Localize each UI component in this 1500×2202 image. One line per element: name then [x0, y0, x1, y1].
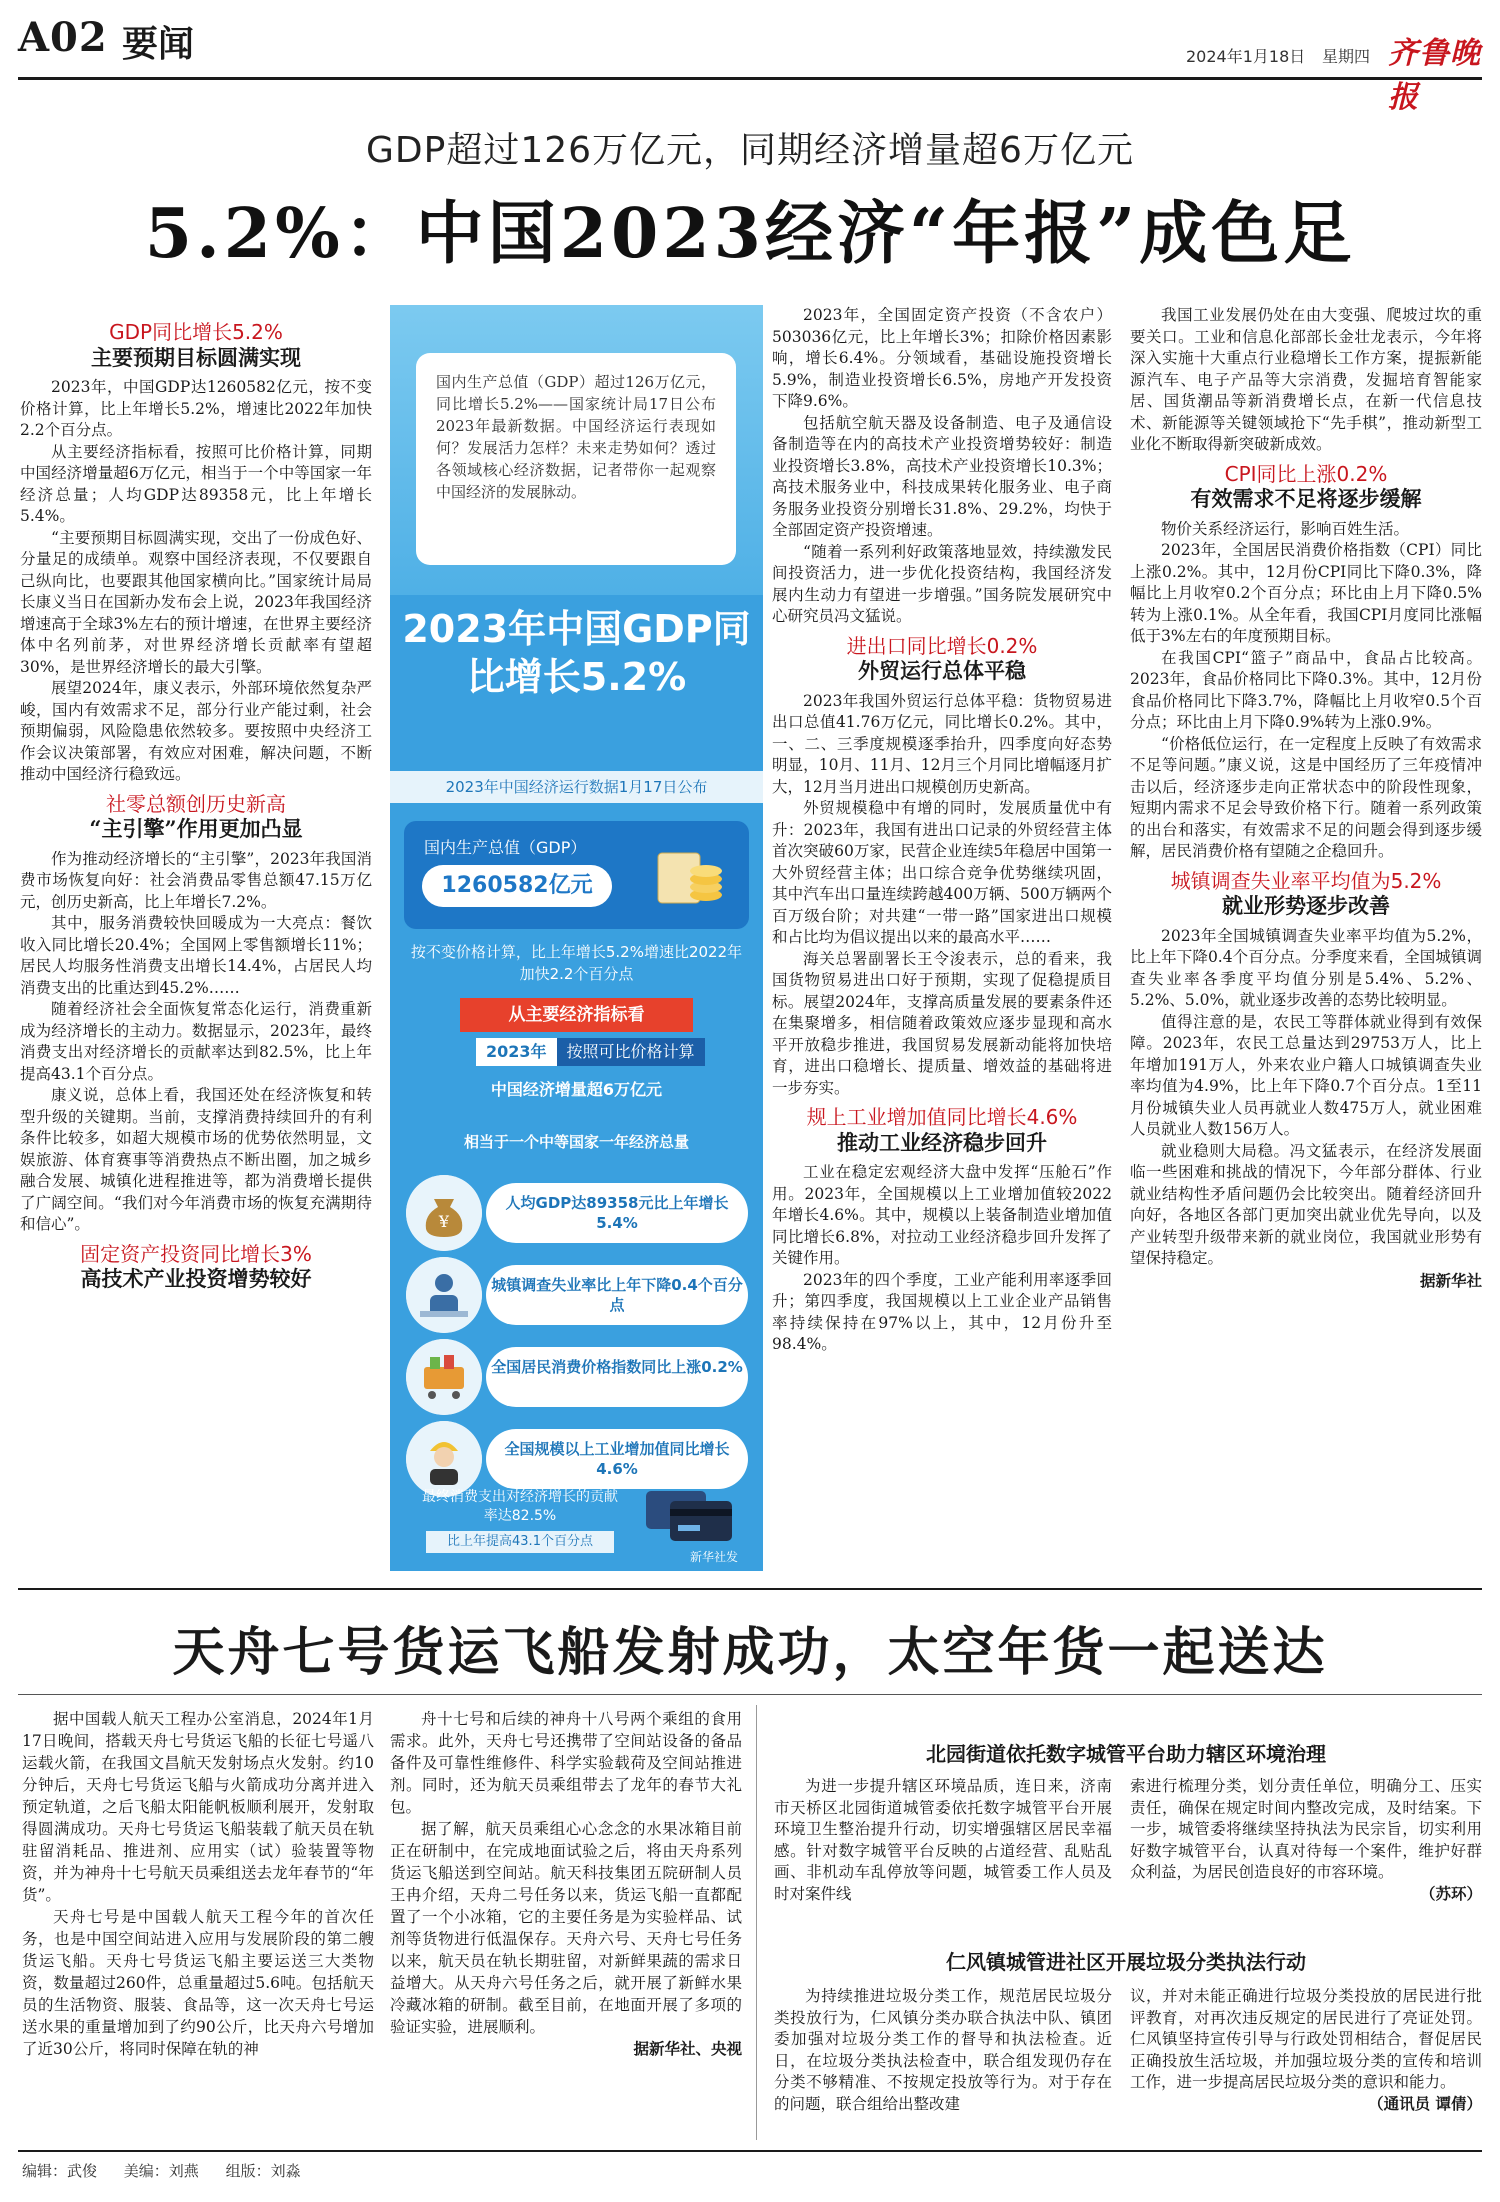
section-heading: 推动工业经济稳步回升 — [837, 1129, 1047, 1155]
paragraph: 天舟七号是中国载人航天工程今年的首次任务，也是中国空间站进入应用与发展阶段的第二艘货运飞船。天舟七号货运飞船主要运送三大类物资，数量超过260件，总重量超过5.6吨。包括航天员的生活物资、服装、食品等，这一次天舟七号运送水果的重量增加到了约90公斤，比天舟六号增加了近30公斤，将同时保障在轨的神 — [22, 1908, 374, 2058]
story-kicker: GDP超过126万亿元，同期经济增量超6万亿元 — [366, 130, 1134, 171]
article-column-4 — [1130, 305, 1482, 1291]
brief-column — [1130, 1776, 1482, 1905]
section-name: 要闻 — [122, 23, 195, 65]
section-kicker: CPI同比上涨0.2% — [1224, 461, 1388, 486]
divider — [18, 2150, 1482, 2152]
paragraph: 议，并对未能正确进行垃圾分类投放的居民进行批评教育，对再次违反规定的居民进行了亮证处罚。仁风镇坚持宣传引导与行政处罚相结合，督促居民正确投放生活垃圾，并加强垃圾分类的宣传和培训工作，进一步提高居民垃圾分类的意识和能力。 — [1130, 1987, 1482, 2091]
brief-title: 仁风镇城管进社区开展垃圾分类执法行动 — [946, 1950, 1306, 1974]
paragraph: 为持续推进垃圾分类工作，规范居民垃圾分类投放行为，仁风镇分类办联合执法中队、镇团委加强对垃圾分类工作的督导和执法检查。近日，在垃圾分类执法检查中，联合组发现仍存在分类不够精准、不按规定投放等行为。对于存在的问题，联合组给出整改建 — [774, 1987, 1112, 2113]
byline: 据新华社、央视 — [633, 2039, 742, 2058]
paragraph: 就业稳则大局稳。冯文猛表示，在经济发展面临一些困难和挑战的情况下，今年部分群体、行业就业结构性矛盾问题仍会比较突出。随着经济回升向好，各地区各部门更加突出就业优先导向，以及产业转型升级带来新的就业岗位，我国就业形势有望保持稳定。 — [1130, 1141, 1482, 1267]
divider — [18, 1694, 1482, 1695]
paragraph: 值得注意的是，农民工等群体就业得到有效保障。2023年，农民工总量达到29753万人，比上年增加191万人，外来农业户籍人口城镇调查失业率均值为4.9%，比上年下降0.7个百分点。1至11月份城镇失业人员再就业人数475万人，就业困难人员就业人数156万人。 — [1130, 1012, 1482, 1138]
divider — [756, 1705, 757, 2140]
spend-change: 比上年提高43.1个百分点 — [426, 1531, 614, 1553]
release-note: 2023年中国经济运行数据1月17日公布 — [390, 771, 763, 803]
paragraph: 随着经济社会全面恢复常态化运行，消费重新成为经济增长的主动力。数据显示，2023年，最终消费支出对经济增长的贡献率达到82.5%，比上年提高43.1个百分点。 — [20, 1000, 372, 1083]
paragraph: 为进一步提升辖区环境品质，连日来，济南市天桥区北园街道城管委依托数字城管平台开展环境卫生整治提升行动，切实增强辖区居民幸福感。针对数字城管平台反映的占道经营、乱贴乱画、非机动车乱停放等问题，城管委工作人员及时对案件线 — [774, 1777, 1112, 1903]
paragraph: 其中，服务消费较快回暖成为一大亮点：餐饮收入同比增长20.4%；全国网上零售额增长11%；居民人均服务性消费支出增长14.4%，占居民人均消费支出的比重达到45.2%…… — [20, 914, 372, 997]
infographic-title: 2023年中国GDP同比增长5.2% — [402, 607, 751, 699]
stat-pill: 城镇调查失业率比上年下降0.4个百分点 — [486, 1265, 748, 1325]
indicator-ribbon: 从主要经济指标看 — [460, 998, 693, 1032]
brief-column — [774, 1986, 1112, 2115]
paragraph: “价格低位运行，在一定程度上反映了有效需求不足等问题。”康义说，这是中国经历了三年疫情冲击以后，经济逐步走向正常状态中的阶段性现象，短期内需求不足会导致价格下行。随着一系列政策的出台和落实，有效需求不足的问题会得到逐步缓解，居民消费价格有望随之企稳回升。 — [1130, 734, 1482, 860]
equivalent-line: 相当于一个中等国家一年经济总量 — [463, 1133, 689, 1151]
stat-pill: 全国规模以上工业增加值同比增长4.6% — [486, 1429, 748, 1489]
editor-credit: 编辑：武俊 — [22, 2162, 98, 2180]
section-kicker: GDP同比增长5.2% — [109, 320, 283, 344]
paragraph: 索进行梳理分类，划分责任单位，明确分工、压实责任，确保在规定时间内整改完成，及时结案。下一步，城管委将继续坚持执法为民宗旨，切实利用好数字城管平台，认真对待每一个案件，维护好群众利益，为居民创造良好的市容环境。 — [1130, 1777, 1482, 1881]
brief-title: 北园街道依托数字城管平台助力辖区环境治理 — [926, 1742, 1326, 1766]
paragraph: 2023年，中国GDP达1260582亿元，按不变价格计算，比上年增长5.2%，增速比2022年加快2.2个百分点。 — [20, 378, 372, 439]
cards-icon — [640, 1485, 740, 1545]
paragraph: 2023年，全国固定资产投资（不含农户）503036亿元，比上年增长3%；扣除价格因素影响，增长6.4%。分领域看，基础设施投资增长5.9%，制造业投资增长6.5%，房地产开发投资下降9.6%。 — [772, 306, 1112, 410]
paragraph: “随着一系列利好政策落地显效，持续激发民间投资活力，进一步优化投资结构，我国经济发展内生动力有望进一步增强。”国务院发展研究中心研究员冯文猛说。 — [772, 542, 1112, 625]
paragraph: 包括航空航天器及设备制造、电子及通信设备制造等在内的高技术产业投资增势较好：制造业投资增长3.8%，高技术产业投资增长10.3%；高技术服务业中，科技成果转化服务业、电子商务服务业投资分别增长31.8%、29.2%，均快于全部固定资产投资增速。 — [772, 413, 1112, 539]
story-headline: 天舟七号货运飞船发射成功，太空年货一起送达 — [172, 1622, 1328, 1683]
cart-icon — [406, 1339, 482, 1415]
paragraph: 我国工业发展仍处在由大变强、爬坡过坎的重要关口。工业和信息化部部长金壮龙表示，今年将深入实施十大重点行业稳增长工作方案，提振新能源汽车、电子产品等大宗消费，发掘培育智能家居、国货潮品等新消费增长点，在新一代信息技术、新能源等关键领域抢下“先手棋”，推动新型工业化不断取得新突破新成效。 — [1130, 306, 1482, 453]
year-row — [476, 1038, 705, 1068]
byline: （苏环） — [1419, 1884, 1482, 1903]
section-heading: 外贸运行总体平稳 — [858, 658, 1026, 683]
section-kicker: 固定资产投资同比增长3% — [80, 1241, 312, 1266]
year-tag: 2023年 — [476, 1038, 557, 1066]
article-column-1 — [20, 322, 372, 1299]
factory-worker-icon — [406, 1421, 482, 1497]
section-kicker: 城镇调查失业率平均值为5.2% — [1170, 868, 1442, 893]
issue-weekday: 星期四 — [1322, 47, 1371, 66]
divider — [18, 1588, 1482, 1590]
page-number: A02 — [18, 14, 108, 61]
paragraph: 外贸规模稳中有增的同时，发展质量优中有升：2023年，我国有进出口记录的外贸经营主体首次突破60万家，民营企业连续5年稳居中国第一大外贸经营主体；出口综合竞争优势继续巩固，其中汽车出口量连续跨越400万辆、500万辆两个百万级台阶；对共建“一带一路”国家进出口规模和占比均为倡议提出以来的最高水平…… — [772, 799, 1112, 946]
newspaper-logo: 齐鲁晚报 — [1388, 36, 1481, 115]
gdp-panel — [404, 821, 749, 929]
section-kicker: 进出口同比增长0.2% — [846, 633, 1038, 658]
paragraph: 2023年，全国居民消费价格指数（CPI）同比上涨0.2%。其中，12月份CPI同比下降0.3%，降幅比上月收窄0.2个百分点；环比由上月下降0.5%转为上涨0.1%。从全年看，我国CPI月度同比涨幅低于3%左右的年度预期目标。 — [1130, 541, 1482, 645]
paragraph: 工业在稳定宏观经济大盘中发挥“压舱石”作用。2023年，全国规模以上工业增加值较2022年增长4.6%。其中，规模以上装备制造业增加值同比增长6.8%，对拉动工业经济稳步回升发挥了关键作用。 — [772, 1163, 1112, 1267]
paragraph: 从主要经济指标看，按照可比价格计算，同期中国经济增量超6万亿元，相当于一个中等国家一年经济总量；人均GDP达89358元，比上年增长5.4%。 — [20, 442, 372, 525]
section-heading: 主要预期目标圆满实现 — [91, 344, 301, 370]
paragraph: 2023年我国外贸运行总体平稳：货物贸易进出口总值41.76万亿元，同比增长0.2%。其中，一、二、三季度规模逐季抬升，四季度向好态势明显，10月、11月、12月三个月同比增幅逐月扩大，12月当月进出口规模创历史新高。 — [772, 691, 1112, 796]
svg-text:¥: ¥ — [438, 1212, 450, 1231]
stat-pill: 人均GDP达89358元比上年增长5.4% — [486, 1183, 748, 1243]
infographic-intro: 国内生产总值（GDP）超过126万亿元，同比增长5.2%——国家统计局17日公布2023年最新数据。中国经济运行表现如何？发展活力怎样？未来走势如何？透过各领域核心经济数据，记者带你一起观察中国经济的发展脉动。 — [416, 353, 736, 565]
brief-column — [774, 1776, 1112, 1905]
paragraph: 在我国CPI“篮子”商品中，食品占比较高。2023年，食品价格同比下降0.3%。其中，12月份食品价格同比下降3.7%，降幅比上月收窄0.5个百分点；环比由上月下降0.9%转为上涨0.9%。 — [1130, 648, 1482, 731]
money-bag-icon — [406, 1175, 482, 1251]
increment-line: 中国经济增量超6万亿元 — [490, 1080, 663, 1099]
paragraph: 2023年的四个季度，工业产能利用率逐季回升；第四季度，我国规模以上工业企业产品销售率持续保持在97%以上，其中，12月份升至98.4%。 — [772, 1270, 1112, 1353]
brief-column — [1130, 1986, 1482, 2115]
price-tag: 按照可比价格计算 — [557, 1038, 705, 1066]
stat-pill: 全国居民消费价格指数同比上涨0.2% — [486, 1347, 748, 1407]
paragraph: 作为推动经济增长的“主引擎”，2023年我国消费市场恢复向好：社会消费品零售总额47.15万亿元，创历史新高，比上年增长7.2%。 — [20, 849, 372, 911]
layout-credit: 组版：刘淼 — [225, 2162, 301, 2180]
section-heading: “主引擎”作用更加凸显 — [89, 816, 303, 841]
byline: 据新华社 — [1419, 1270, 1482, 1290]
gdp-note: 按不变价格计算，比上年增长5.2%增速比2022年加快2.2个百分点 — [410, 943, 743, 983]
page-footer — [22, 2160, 323, 2181]
paragraph: 2023年全国城镇调查失业率平均值为5.2%，比上年下降0.4个百分点。分季度来看，全国城镇调查失业率各季度平均值分别是5.4%、5.2%、5.2%、5.0%，就业逐步改善的态势比较明显。 — [1130, 926, 1482, 1009]
spend-note: 最终消费支出对经济增长的贡献率达82.5% — [422, 1489, 618, 1524]
paragraph: 舟十七号和后续的神舟十八号两个乘组的食用需求。此外，天舟七号还携带了空间站设备的备品备件及可靠性维修件、科学实验载荷及空间站推进剂。同时，还为航天员乘组带去了龙年的春节大礼包。 — [390, 1710, 742, 1816]
worker-icon — [406, 1257, 482, 1333]
section-heading: 高技术产业投资增势较好 — [80, 1266, 312, 1291]
section-heading: 就业形势逐步改善 — [1222, 893, 1390, 918]
paragraph: 物价关系经济运行，影响百姓生活。 — [1161, 519, 1410, 538]
paragraph: 据了解，航天员乘组心心念念的水果冰箱目前正在研制中，在完成地面试验之后，将由天舟系列货运飞船送到空间站。航天科技集团五院研制人员王冉介绍，天舟二号任务以来，货运飞船一直都配置了一个小冰箱，它的主要任务是为实验样品、试剂等货物进行低温保存。天舟六号、天舟七号任务以来，航天员在轨长期驻留，对新鲜果蔬的需求日益增大。从天舟六号任务之后，就开展了新鲜水果冷藏冰箱的研制。截至目前，在地面开展了多项的验证实验，进展顺利。 — [390, 1820, 742, 2036]
gdp-value: 1260582亿元 — [422, 865, 612, 907]
paragraph: 据中国载人航天工程办公室消息，2024年1月17日晚间，搭载天舟七号货运飞船的长征七号遥八运载火箭，在我国文昌航天发射场点火发射。约10分钟后，天舟七号货运飞船与火箭成功分离并进入预定轨道，之后飞船太阳能帆板顺利展开，发射取得圆满成功。天舟七号货运飞船装载了航天员在轨驻留消耗品、推进剂、应用实（试）验装置等物资，并为神舟十七号航天员乘组送去龙年春节的“年货”。 — [22, 1710, 374, 1904]
byline: （通讯员 谭倩） — [1368, 2094, 1482, 2113]
paragraph: “主要预期目标圆满实现，交出了一份成色好、分量足的成绩单。观察中国经济表现，不仅要跟自己纵向比，也要跟其他国家横向比。”国家统计局局长康义当日在国新办发布会上说，2023年我国经济增速高于全球3%左右的预计增速，在世界主要经济体中名列前茅，对世界经济增长贡献率有望超30%，是世界经济增长的最大引擎。 — [20, 528, 372, 676]
art-credit: 美编：刘燕 — [123, 2162, 199, 2180]
gdp-infographic — [390, 305, 763, 1571]
gdp-label: 国内生产总值（GDP） — [424, 838, 587, 857]
section-kicker: 规上工业增加值同比增长4.6% — [806, 1105, 1078, 1129]
article-column — [22, 1708, 374, 2060]
section-heading: 有效需求不足将逐步缓解 — [1190, 486, 1422, 511]
paragraph: 展望2024年，康义表示，外部环境依然复杂严峻，国内有效需求不足，部分行业产能过剩，社会预期偏弱，风险隐患依然较多。要按照中央经济工作会议决策部署，有效应对困难，解决问题，不断推动中国经济行稳致远。 — [20, 679, 372, 783]
infographic-credit: 新华社发 — [690, 1550, 739, 1564]
paragraph: 海关总署副署长王令浚表示，总的看来，我国货物贸易进出口好于预期，实现了促稳提质目标。展望2024年，支撑高质量发展的要素条件还在集聚增多，相信随着政策效应逐步显现和高水平开放稳步推进，我国贸易发展新动能将加快培育，进出口稳增长、提质量、增效益的基础将进一步夯实。 — [772, 949, 1112, 1097]
story-headline: 5.2%：中国2023经济“年报”成色足 — [144, 194, 1356, 274]
issue-date: 2024年1月18日 — [1186, 47, 1306, 66]
section-kicker: 社零总额创历史新高 — [106, 791, 286, 816]
article-column — [390, 1708, 742, 2060]
masthead — [18, 10, 1482, 115]
paragraph: 康义说，总体上看，我国还处在经济恢复和转型升级的关键期。当前，支撑消费持续回升的有利条件比较多，如超大规模市场的优势依然明显，文娱旅游、体育赛事等消费热点不断出圈，加之城乡融合发展、城镇化进程推进等，都为消费增长提供了广阔空间。“我们对今年消费市场的恢复充满期待和信心”。 — [20, 1086, 372, 1233]
article-column-3 — [772, 305, 1112, 1356]
coins-icon — [648, 845, 728, 909]
